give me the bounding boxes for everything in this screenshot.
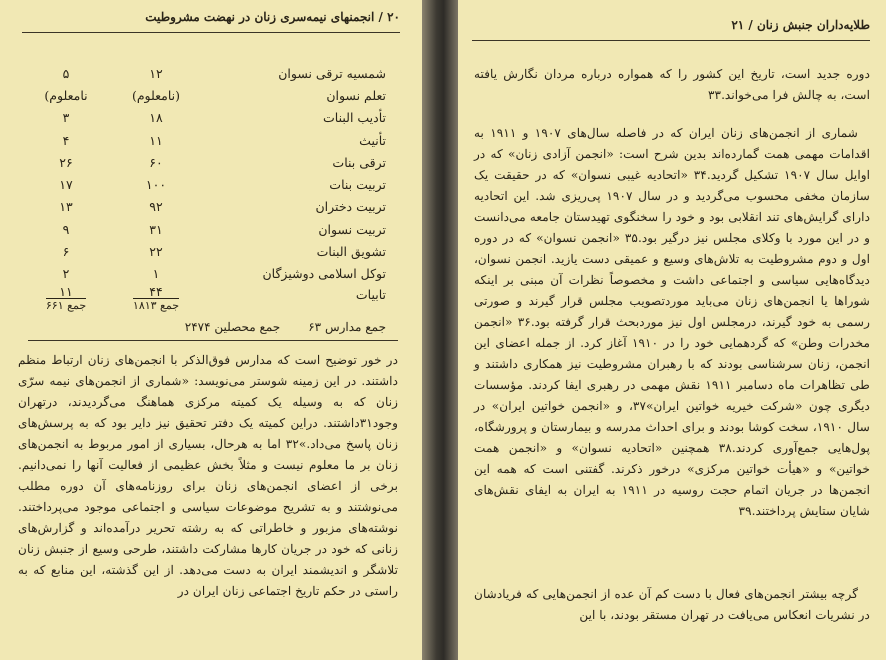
students-count: ۴ — [62, 132, 70, 148]
right-running-head: طلایه‌داران جنبش زنان / ۲۱ — [731, 18, 870, 32]
table-row — [26, 263, 386, 285]
right-page — [458, 0, 886, 660]
table-row — [26, 240, 386, 262]
table-row — [26, 62, 386, 84]
school-name: شمسیه ترقی نسوان — [278, 65, 386, 81]
students-count: ۲۶ — [59, 154, 73, 170]
schools-sum — [133, 285, 179, 312]
schools-count: ۱ — [152, 266, 160, 282]
right-paragraph-final-text: گرچه بیشتر انجمن‌های فعال با دست کم آن عده از انجمن‌هایی که فریادشان در نشریات انعکاس می‌یافت در تهران مستقر بودند، با این — [474, 587, 870, 622]
grand-totals — [185, 320, 386, 334]
students-count: ۲ — [62, 266, 70, 282]
students-count: ۱۷ — [59, 177, 73, 193]
school-name: تأنیث — [359, 132, 386, 148]
left-page — [0, 0, 422, 660]
students-count: ۳ — [62, 110, 70, 126]
schools-count: ۴۴ — [133, 285, 179, 299]
schools-count: ۶۰ — [149, 154, 163, 170]
table-row — [26, 151, 386, 173]
students-count: ۹ — [62, 221, 70, 237]
schools-table — [26, 62, 386, 312]
school-name: ترقی بنات — [332, 154, 386, 170]
students-subtotal-label: جمع ۶۶۱ — [45, 298, 87, 312]
school-name: تعلم نسوان — [326, 87, 386, 103]
book-gutter — [422, 0, 458, 660]
schools-subtotal — [106, 285, 206, 312]
schools-count: ۳۱ — [149, 221, 163, 237]
students-subtotal — [26, 285, 106, 312]
right-paragraph-associations — [474, 123, 870, 522]
school-name: تربیت دختران — [315, 199, 386, 215]
schools-count: ۱۸ — [149, 110, 163, 126]
schools-subtotal-label: جمع ۱۸۱۳ — [132, 298, 180, 312]
students-count: نامعلوم) — [44, 87, 88, 103]
table-row — [26, 196, 386, 218]
students-count: ۶ — [62, 244, 70, 260]
left-running-head: ۲۰ / انجمنهای نیمه‌سری زنان در نهضت مشروطیت — [145, 10, 400, 24]
schools-count: (نامعلوم) — [131, 87, 181, 103]
students-count: ۱۳ — [59, 199, 73, 215]
school-name: تأدیب البنات — [323, 110, 386, 126]
totals-rule — [28, 340, 398, 341]
schools-count: ۲۲ — [149, 244, 163, 260]
school-name: تشویق البنات — [316, 244, 386, 260]
left-header-rule — [22, 32, 400, 33]
grand-total-schools: جمع مدارس ۶۳ — [308, 320, 386, 334]
right-paragraph-continued: دوره جدید است، تاریخ این کشور را که همواره درباره مردان نگارش یافته است، به چالش فرا می‌خواند.۳۳ — [474, 67, 870, 102]
table-row — [26, 218, 386, 240]
left-body-paragraph: در خور توضیح است که مدارس فوق‌الذکر با انجمن‌های زنان ارتباط منظم داشتند. در این زمینه شوستر می‌نویسد: «شماری از انجمن‌های نیمه سرّی زنان که به وسیله یک کمیته مرکزی هماهنگ می‌گردیدند، درتهران وجود۳۱داشتند. دراین کمیته یک دفتر تحقیق نیز دایر بود که به پرسش‌های زنان پاسخ می‌داد.»۳۲ اما به هرحال، بسیاری از امور مربوط به انجمن‌های زنان بر ما معلوم نیست و مثلاً بخش عظیمی از فعالیت آنها را نمی‌دانیم. برخی از اعضای انجمن‌های زنان برای روزنامه‌های آن دوره مطلب می‌نوشتند و به تشریح موضوعات سیاسی و اجتماعی موجود می‌پرداختند. نوشته‌های مزبور و خاطراتی که به رشته تحریر درآمده‌اند و گزارش‌های زنانی که خود در جریان کارها مشارکت داشتند، طرحی وسیع از جنبش زنان تلاشگر و اندیشمند ایران به دست می‌دهد. از این گذشته، این منابع که به راستی در حکم تاریخ اجتماعی زنان ایران در — [18, 353, 398, 598]
school-name: تربیت بنات — [329, 177, 386, 193]
table-row — [26, 173, 386, 195]
grand-total-students: جمع محصلین ۲۴۷۴ — [184, 320, 281, 334]
schools-count: ۹۲ — [149, 199, 163, 215]
students-count: ۵ — [62, 65, 70, 81]
schools-count: ۱۱ — [149, 132, 163, 148]
schools-count: ۱۲ — [149, 65, 163, 81]
students-sum — [46, 285, 86, 312]
school-name: تربیت نسوان — [318, 221, 386, 237]
right-paragraph-final — [474, 584, 870, 626]
table-row — [26, 84, 386, 106]
table-row — [26, 107, 386, 129]
school-name: توکل اسلامی دوشیزگان — [262, 266, 386, 282]
school-name: تابیات — [355, 286, 386, 302]
right-paragraph-associations-text: شماری از انجمن‌های زنان ایران که در فاصله سال‌های ۱۹۰۷ و ۱۹۱۱ به اقدامات مهمی همت گمارده‌اند بدین شرح است: «انجمن آزادی زنان» که در اوایل سال ۱۹۰۷ تشکیل گردید.۳۴ «اتحادیه غیبی نسوان» که در حقیقت یک سازمان مخفی محسوب می‌گردید و در سال ۱۹۰۷ پی‌ریزی شد. این اتحادیه دارای گرایش‌های تند انقلابی بود و خود را سخنگوی تهیدستان جامعه می‌دانست و در این مورد با وکلای مجلس نیز درگیر بود.۳۵ «انجمن نسوان» که در دوره اول و دوم مشروطیت به تلاش‌های وسیع و عمیقی دست یازید. انجمن نسوان، دیدگاه‌هایی سیاسی و اجتماعی داشت و مخصوصاً نظرات آن مبنی بر اینکه شوراها یا انجمن‌های زنان می‌باید موردتصویب مجلس قرار گیرند و صورتی رسمی به خود گیرند، درمجلس اول نیز موردبحث قرار گرفته بود.۳۶ «انجمن مخدرات وطن» که گردهمایی خود را در ۱۹۱۰ آغاز کرد. از جمله اعضای این انجمن، زنان سرشناسی بودند که با رهبران مشروطیت نیز همکاری داشتند و طی تظاهرات ماه دسامبر ۱۹۱۱ نقش مهمی در رهبری ایفا کردند. مؤسسات دیگری چون «شرکت خیریه خواتین ایران»۳۷، و «انجمن خواتین ایران» در سال ۱۹۱۰، سخت کوشا بودند و برای احداث مدرسه و بیمارستان و پرورشگاه، پول‌هایی جمع‌آوری کردند.۳۸ همچنین «اتحادیه نسوان» و «انجمن همت خواتین» و «هیأت خواتین مرکزی» درخور ذکرند. گفتنی است که همه این انجمن‌ها در جریان اتمام حجت روسیه در ۱۹۱۱ به ایران به ایفای نقش‌های شایان ستایش پرداختند.۳۹ — [474, 126, 871, 518]
students-count: ۱۱ — [46, 285, 86, 299]
table-row-last — [26, 285, 386, 312]
schools-count: ۱۰۰ — [145, 177, 167, 193]
right-header-rule — [472, 40, 870, 41]
table-row — [26, 129, 386, 151]
